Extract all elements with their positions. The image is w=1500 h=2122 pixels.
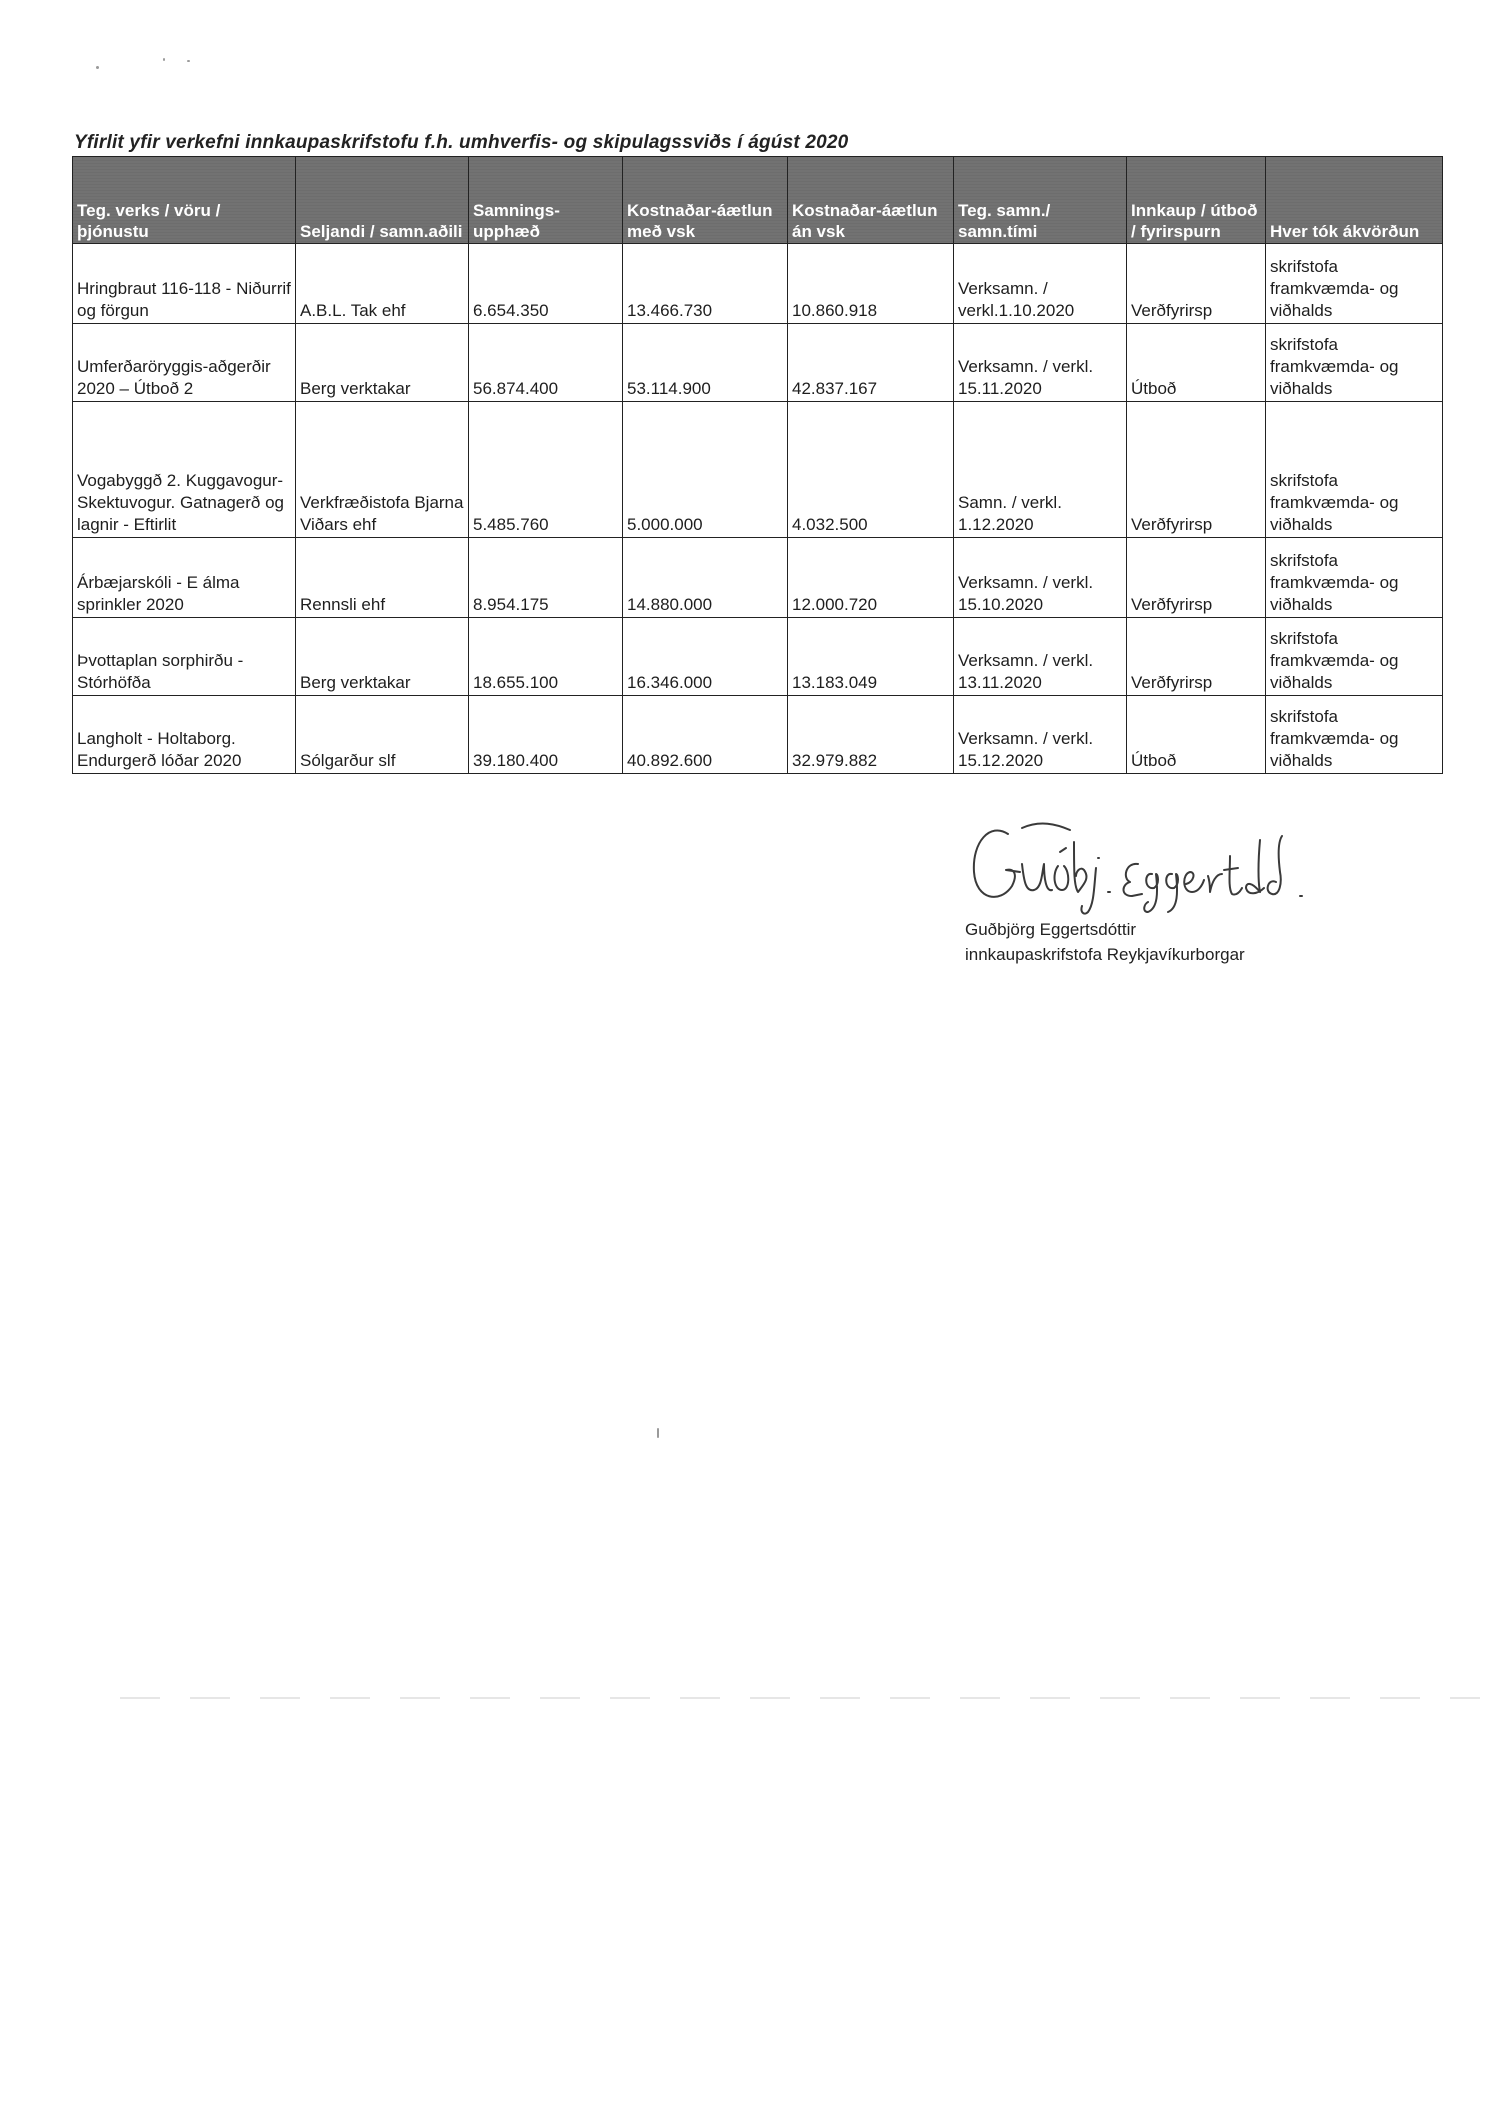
- project-cell: Umferðaröryggis-aðgerðir 2020 – Útboð 2: [73, 324, 296, 402]
- decision-maker-cell: skrifstofa framkvæmda- og viðhalds: [1266, 538, 1443, 618]
- header-cell: Samnings-upphæð: [469, 157, 623, 244]
- table-row: [73, 402, 1443, 538]
- estimate-with-vat-cell: 14.880.000: [623, 538, 788, 618]
- decision-maker-cell: skrifstofa framkvæmda- og viðhalds: [1266, 244, 1443, 324]
- table-row: [73, 696, 1443, 774]
- vendor-cell: Sólgarður slf: [296, 696, 469, 774]
- header-cell: Kostnaðar-áætlun án vsk: [788, 157, 954, 244]
- procurement-table: [72, 156, 1443, 774]
- contract-type-cell: Verksamn. / verkl. 13.11.2020: [954, 618, 1127, 696]
- contract-type-cell: Verksamn. / verkl.1.10.2020: [954, 244, 1127, 324]
- decision-maker-cell: skrifstofa framkvæmda- og viðhalds: [1266, 402, 1443, 538]
- procurement-method-cell: Útboð: [1127, 696, 1266, 774]
- estimate-without-vat-cell: 32.979.882: [788, 696, 954, 774]
- vendor-cell: Berg verktakar: [296, 618, 469, 696]
- header-cell: Hver tók ákvörðun: [1266, 157, 1443, 244]
- procurement-method-cell: Verðfyrirsp: [1127, 618, 1266, 696]
- contract-type-cell: Verksamn. / verkl. 15.12.2020: [954, 696, 1127, 774]
- header-cell: Innkaup / útboð / fyrirspurn: [1127, 157, 1266, 244]
- document-title: Yfirlit yfir verkefni innkaupaskrifstofu f.h. umhverfis- og skipulagssviðs í ágúst 2020: [74, 132, 849, 153]
- project-cell: Þvottaplan sorphirðu - Stórhöfða: [73, 618, 296, 696]
- signer-organization: innkaupaskrifstofa Reykjavíkurborgar: [965, 945, 1245, 964]
- handwritten-signature: [960, 812, 1320, 932]
- project-cell: Árbæjarskóli - E álma sprinkler 2020: [73, 538, 296, 618]
- estimate-without-vat-cell: 12.000.720: [788, 538, 954, 618]
- signer-name: Guðbjörg Eggertsdóttir: [965, 920, 1137, 939]
- project-cell: Hringbraut 116-118 - Niðurrif og förgun: [73, 244, 296, 324]
- table-row: [73, 324, 1443, 402]
- project-cell: Langholt - Holtaborg. Endurgerð lóðar 2020: [73, 696, 296, 774]
- estimate-with-vat-cell: 13.466.730: [623, 244, 788, 324]
- table-row: [73, 244, 1443, 324]
- contract-amount-cell: 18.655.100: [469, 618, 623, 696]
- estimate-with-vat-cell: 5.000.000: [623, 402, 788, 538]
- contract-type-cell: Samn. / verkl. 1.12.2020: [954, 402, 1127, 538]
- scan-speck: [657, 1428, 659, 1438]
- procurement-method-cell: Útboð: [1127, 324, 1266, 402]
- header-cell: Teg. verks / vöru / þjónustu: [73, 157, 296, 244]
- contract-amount-cell: 56.874.400: [469, 324, 623, 402]
- contract-type-cell: Verksamn. / verkl. 15.11.2020: [954, 324, 1127, 402]
- decision-maker-cell: skrifstofa framkvæmda- og viðhalds: [1266, 696, 1443, 774]
- header-cell: Seljandi / samn.aðili: [296, 157, 469, 244]
- decision-maker-cell: skrifstofa framkvæmda- og viðhalds: [1266, 618, 1443, 696]
- scan-speck: [187, 60, 190, 62]
- estimate-with-vat-cell: 40.892.600: [623, 696, 788, 774]
- estimate-with-vat-cell: 16.346.000: [623, 618, 788, 696]
- header-cell: Kostnaðar-áætlun með vsk: [623, 157, 788, 244]
- vendor-cell: Rennsli ehf: [296, 538, 469, 618]
- estimate-without-vat-cell: 4.032.500: [788, 402, 954, 538]
- vendor-cell: A.B.L. Tak ehf: [296, 244, 469, 324]
- estimate-without-vat-cell: 13.183.049: [788, 618, 954, 696]
- scan-speck: [96, 66, 99, 69]
- table-row: [73, 618, 1443, 696]
- scan-speck: [163, 58, 165, 61]
- estimate-with-vat-cell: 53.114.900: [623, 324, 788, 402]
- contract-amount-cell: 39.180.400: [469, 696, 623, 774]
- header-cell: Teg. samn./ samn.tími: [954, 157, 1127, 244]
- table-row: [73, 538, 1443, 618]
- procurement-method-cell: Verðfyrirsp: [1127, 402, 1266, 538]
- procurement-method-cell: Verðfyrirsp: [1127, 244, 1266, 324]
- vendor-cell: Berg verktakar: [296, 324, 469, 402]
- project-cell: Vogabyggð 2. Kuggavogur-Skektuvogur. Gatnagerð og lagnir - Eftirlit: [73, 402, 296, 538]
- table-header-row: [73, 157, 1443, 244]
- scan-artifact-line: [120, 1697, 1480, 1699]
- contract-type-cell: Verksamn. / verkl. 15.10.2020: [954, 538, 1127, 618]
- estimate-without-vat-cell: 10.860.918: [788, 244, 954, 324]
- contract-amount-cell: 8.954.175: [469, 538, 623, 618]
- contract-amount-cell: 5.485.760: [469, 402, 623, 538]
- procurement-method-cell: Verðfyrirsp: [1127, 538, 1266, 618]
- contract-amount-cell: 6.654.350: [469, 244, 623, 324]
- estimate-without-vat-cell: 42.837.167: [788, 324, 954, 402]
- decision-maker-cell: skrifstofa framkvæmda- og viðhalds: [1266, 324, 1443, 402]
- vendor-cell: Verkfræðistofa Bjarna Viðars ehf: [296, 402, 469, 538]
